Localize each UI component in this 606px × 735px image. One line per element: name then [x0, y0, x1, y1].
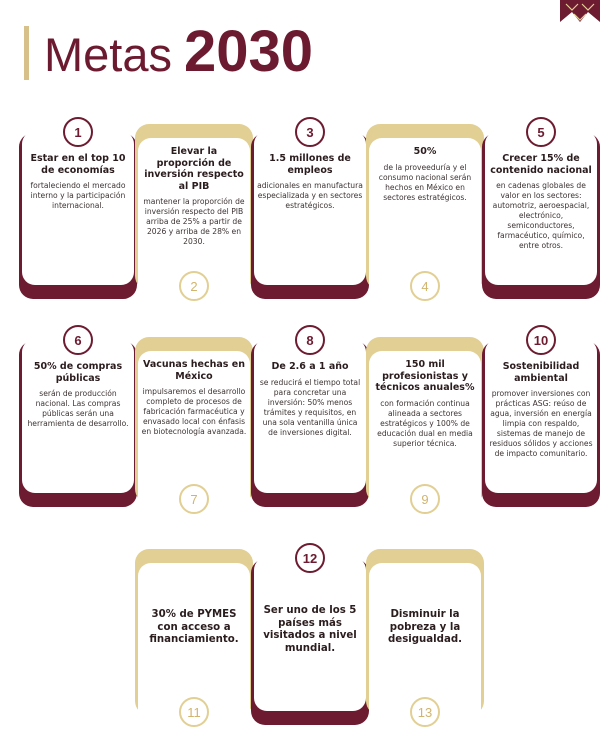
- goal-heading: Sostenibilidad ambiental: [502, 361, 580, 384]
- goal-description: se reducirá el tiempo total para concretar una inversión: 50% menos trámites y requisitos, en una sola ventanilla única de inversiones digital.: [259, 377, 361, 437]
- card-text: [257, 153, 363, 211]
- goal-number-badge: 10: [526, 325, 556, 355]
- goal-description: en cadenas globales de valor en los sectores: automotriz, aeroespacial, electrónico, semiconductores, farmacéutico, químico, entre otros.: [492, 181, 590, 250]
- goal-card-10: [482, 332, 600, 507]
- goal-card-9: [366, 337, 484, 512]
- goal-description: adicionales en manufactura especializada y en sectores estratégicos.: [257, 181, 363, 210]
- card-text: [257, 605, 363, 660]
- goal-card-12: [251, 550, 369, 725]
- card-text: [372, 609, 478, 652]
- goal-card-5: [482, 124, 600, 299]
- card-text: [25, 153, 131, 211]
- title-word: Metas: [44, 28, 172, 81]
- card-text: [372, 359, 478, 449]
- goal-heading: 50% de compras públicas: [33, 361, 123, 384]
- goal-card-6: [19, 332, 137, 507]
- goal-card-2: [135, 124, 253, 299]
- goal-heading: 30% de PYMES con acceso a financiamiento.: [149, 609, 239, 645]
- goal-description: impulsaremos el desarrollo completo de procesos de fabricación farmacéutica y envasado local con énfasis en biotecnología avanzada.: [141, 387, 247, 436]
- goal-heading: Vacunas hechas en México: [143, 359, 245, 382]
- goal-number-badge: 1: [63, 117, 93, 147]
- goal-number-badge: 11: [179, 697, 209, 727]
- card-text: [25, 361, 131, 429]
- goal-heading: Disminuir la pobreza y la desigualdad.: [388, 609, 462, 645]
- card-text: [141, 146, 247, 247]
- goal-heading: Estar en el top 10 de economías: [30, 153, 126, 176]
- goal-card-3: [251, 124, 369, 299]
- goal-card-1: [19, 124, 137, 299]
- goal-card-13: [366, 549, 484, 725]
- goal-heading: De 2.6 a 1 año: [271, 361, 349, 372]
- goal-heading: 1.5 millones de empleos: [269, 153, 351, 176]
- goal-number-badge: 13: [410, 697, 440, 727]
- corner-ornament: [560, 0, 600, 22]
- card-text: [488, 361, 594, 459]
- goal-heading: Crecer 15% de contenido nacional: [490, 153, 592, 176]
- goal-card-7: [135, 337, 253, 512]
- card-text: [141, 359, 247, 437]
- goal-description: promover inversiones con prácticas ASG: reúso de agua, inversión en energía limpia con respaldo, sistemas de manejo de residuos sólidos y acciones de impacto comunitario.: [489, 389, 593, 458]
- goal-card-11: [135, 549, 253, 725]
- title-accent-bar: [24, 26, 29, 80]
- goal-number-badge: 9: [410, 484, 440, 514]
- card-text: [141, 609, 247, 652]
- goal-heading: 50%: [413, 146, 437, 157]
- goal-number-badge: 6: [63, 325, 93, 355]
- goal-description: de la proveeduría y el consumo nacional serán hechos en México en sectores estratégicos.: [378, 162, 472, 202]
- goal-card-8: [251, 332, 369, 507]
- goal-description: serán de producción nacional. Las compras públicas serán una herramienta de desarrollo.: [27, 389, 129, 428]
- goal-number-badge: 5: [526, 117, 556, 147]
- page-title: [44, 19, 314, 97]
- title-year: 2030: [184, 19, 314, 84]
- goal-card-4: [366, 124, 484, 299]
- goal-number-badge: 12: [295, 543, 325, 573]
- goal-number-badge: 3: [295, 117, 325, 147]
- goal-number-badge: 7: [179, 484, 209, 514]
- goal-number-badge: 4: [410, 271, 440, 301]
- goal-number-badge: 2: [179, 271, 209, 301]
- goal-description: fortaleciendo el mercado interno y la participación internacional.: [30, 181, 126, 210]
- goal-number-badge: 8: [295, 325, 325, 355]
- goal-heading: 150 mil profesionistas y técnicos anuales%: [375, 359, 475, 393]
- goal-description: con formación continua alineada a sectores estratégicos y 100% de educación dual en media superior técnica.: [377, 398, 473, 448]
- goal-heading: Ser uno de los 5 países más visitados a nivel mundial.: [263, 605, 357, 654]
- goal-heading: Elevar la proporción de inversión respecto al PIB: [144, 146, 244, 192]
- card-text: [372, 146, 478, 203]
- goal-description: mantener la proporción de inversión respecto del PIB arriba de 25% a partir de 2026 y arriba de 28% en 2030.: [143, 197, 245, 246]
- card-text: [257, 361, 363, 438]
- card-text: [488, 153, 594, 251]
